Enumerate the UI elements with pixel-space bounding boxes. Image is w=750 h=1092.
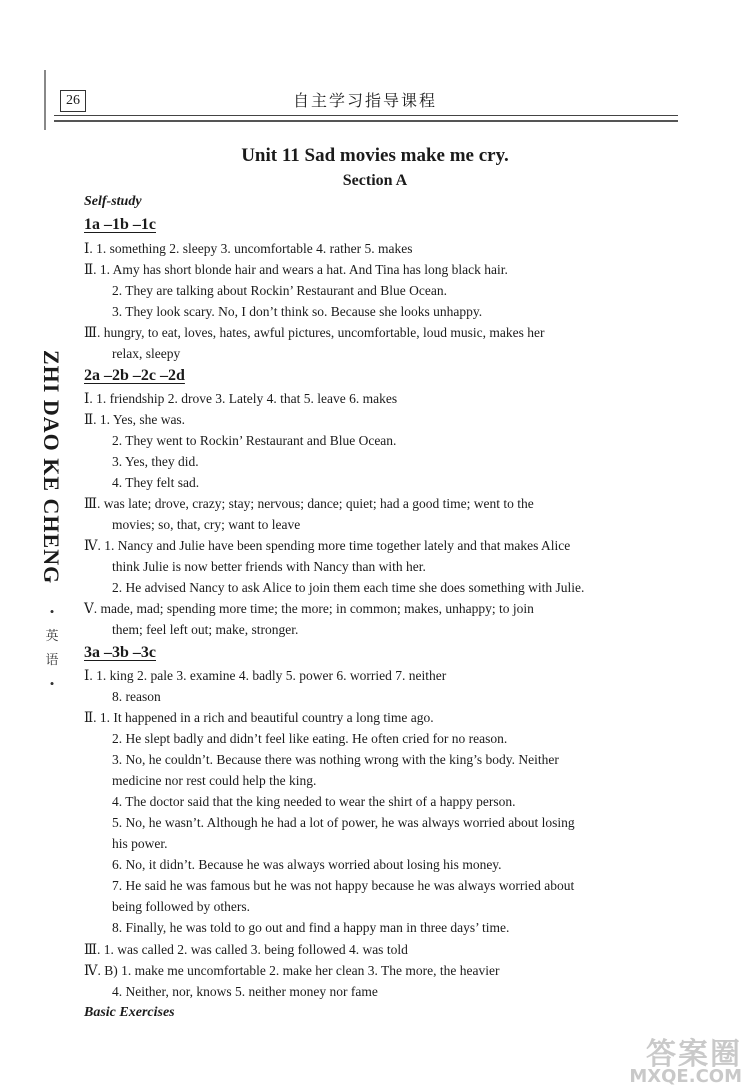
answer-line: Ⅰ. 1. something 2. sleepy 3. uncomfortable 4. rather 5. makes bbox=[84, 241, 413, 256]
answer-line: Ⅲ. hungry, to eat, loves, hates, awful pictures, uncomfortable, loud music, makes her bbox=[84, 325, 545, 340]
self-study-label: Self-study bbox=[84, 194, 142, 209]
watermark-url: MXQE.COM bbox=[629, 1066, 742, 1087]
answer-line: Ⅰ. 1. king 2. pale 3. examine 4. badly 5. power 6. worried 7. neither bbox=[84, 668, 447, 683]
answer-line: 2. He advised Nancy to ask Alice to join them each time she does something with Julie. bbox=[112, 580, 585, 595]
header-divider bbox=[54, 115, 678, 122]
answer-line: Ⅳ. B) 1. make me uncomfortable 2. make her clean 3. The more, the heavier bbox=[84, 963, 500, 978]
side-marks: • 英 语 • bbox=[45, 604, 59, 691]
answer-line: 3. Yes, they did. bbox=[112, 454, 199, 469]
answer-line: 7. He said he was famous but he was not happy because he was always worried about bbox=[112, 878, 575, 893]
page-number: 26 bbox=[60, 90, 86, 112]
answer-line: 2. He slept badly and didn’t feel like eating. He often cried for no reason. bbox=[112, 731, 508, 746]
answer-line: them; feel left out; make, stronger. bbox=[112, 622, 299, 637]
part1-heading: 1a –1b –1c bbox=[84, 216, 156, 233]
answer-line: 3. No, he couldn’t. Because there was nothing wrong with the king’s body. Neither bbox=[112, 752, 559, 767]
answer-line: Ⅲ. 1. was called 2. was called 3. being followed 4. was told bbox=[84, 942, 408, 957]
part3-heading: 3a –3b –3c bbox=[84, 644, 156, 661]
answer-line: 8. Finally, he was told to go out and find a happy man in three days’ time. bbox=[112, 920, 510, 935]
answer-line: 4. Neither, nor, knows 5. neither money nor fame bbox=[112, 984, 378, 999]
answer-line: Ⅳ. 1. Nancy and Julie have been spending more time together lately and that makes Alice bbox=[84, 538, 571, 553]
answer-line: think Julie is now better friends with Nancy than with her. bbox=[112, 559, 426, 574]
answer-line: 5. No, he wasn’t. Although he had a lot of power, he was always worried about losing bbox=[112, 815, 575, 830]
answer-line: 8. reason bbox=[112, 689, 161, 704]
watermark-text: 答案圈 bbox=[646, 1037, 742, 1072]
answer-line: 4. The doctor said that the king needed to wear the shirt of a happy person. bbox=[112, 794, 516, 809]
unit-title: Unit 11 Sad movies make me cry. bbox=[241, 145, 509, 166]
basic-exercises-label: Basic Exercises bbox=[84, 1005, 175, 1020]
answer-line: Ⅰ. 1. friendship 2. drove 3. Lately 4. that 5. leave 6. makes bbox=[84, 391, 398, 406]
answer-line: Ⅱ. 1. Yes, she was. bbox=[84, 412, 186, 427]
answer-line: 6. No, it didn’t. Because he was always worried about losing his money. bbox=[112, 857, 502, 872]
part2-heading: 2a –2b –2c –2d bbox=[84, 367, 185, 384]
header-title: 自主学习指导课程 bbox=[292, 91, 437, 110]
answer-line: 2. They went to Rockin’ Restaurant and Blue Ocean. bbox=[112, 433, 397, 448]
answer-line: Ⅴ. made, mad; spending more time; the more; in common; makes, unhappy; to join bbox=[84, 601, 534, 616]
answer-line: 3. They look scary. No, I don’t think so. Because she looks unhappy. bbox=[112, 304, 483, 319]
answer-line: Ⅲ. was late; drove, crazy; stay; nervous; dance; quiet; had a good time; went to the bbox=[84, 496, 534, 511]
answer-line: being followed by others. bbox=[112, 899, 250, 914]
watermark-logo bbox=[629, 1037, 742, 1088]
side-title: ZHI DAO KE CHENG bbox=[39, 350, 64, 585]
answer-line: his power. bbox=[112, 836, 168, 851]
answer-line: 4. They felt sad. bbox=[112, 475, 200, 490]
answer-line: medicine nor rest could help the king. bbox=[112, 773, 317, 788]
section-title: Section A bbox=[342, 172, 408, 189]
answer-line: Ⅱ. 1. Amy has short blonde hair and wears a hat. And Tina has long black hair. bbox=[84, 262, 508, 277]
answer-line: 2. They are talking about Rockin’ Restaurant and Blue Ocean. bbox=[112, 283, 448, 298]
answer-line: Ⅱ. 1. It happened in a rich and beautiful country a long time ago. bbox=[84, 710, 434, 725]
answer-line: relax, sleepy bbox=[112, 346, 181, 361]
answer-line: movies; so, that, cry; want to leave bbox=[112, 517, 301, 532]
